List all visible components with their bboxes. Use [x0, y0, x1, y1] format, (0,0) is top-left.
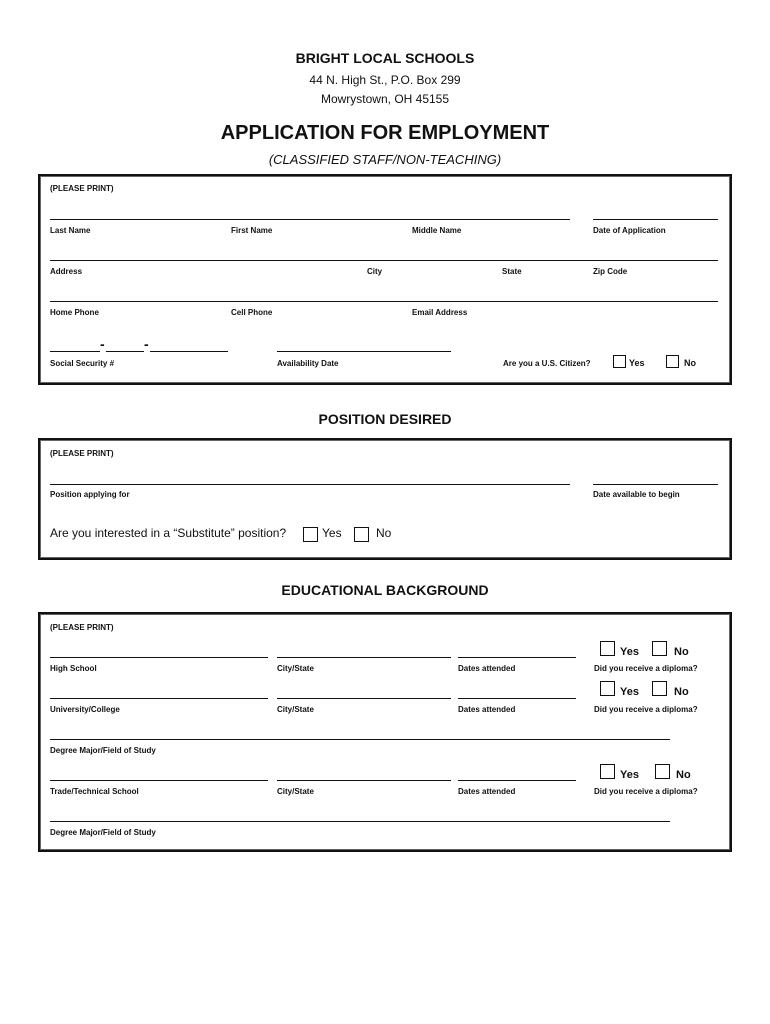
please-print-note: (PLEASE PRINT) [50, 184, 114, 193]
trade-school-line[interactable] [50, 780, 268, 781]
date-available-label: Date available to begin [593, 490, 680, 499]
address-label: Address [50, 267, 83, 276]
please-print-note: (PLEASE PRINT) [50, 623, 114, 632]
degree-major-line-2[interactable] [50, 821, 670, 822]
address-line-1: 44 N. High St., P.O. Box 299 [309, 73, 461, 87]
city-state-label: City/State [277, 787, 314, 796]
university-diploma-no-checkbox[interactable] [652, 681, 667, 696]
high-school-dates-line[interactable] [458, 657, 576, 658]
high-school-city-state-line[interactable] [277, 657, 451, 658]
position-applying-line[interactable] [50, 484, 570, 485]
diploma-question-label: Did you receive a diploma? [594, 787, 698, 796]
university-label: University/College [50, 705, 120, 714]
ssn-dash-1: - [100, 336, 105, 352]
citizen-no-label: No [684, 358, 696, 368]
position-desired-section [38, 438, 732, 560]
substitute-question: Are you interested in a “Substitute” position? [50, 526, 287, 540]
diploma-no-label: No [674, 646, 689, 658]
ssn-dash-2: - [144, 336, 149, 352]
diploma-no-label: No [674, 686, 689, 698]
organization-name: BRIGHT LOCAL SCHOOLS [295, 50, 475, 66]
position-desired-heading: POSITION DESIRED [318, 411, 452, 427]
educational-background-heading: EDUCATIONAL BACKGROUND [281, 582, 489, 598]
substitute-yes-checkbox[interactable] [303, 527, 318, 542]
first-name-label: First Name [231, 226, 273, 235]
citizen-question-label: Are you a U.S. Citizen? [503, 359, 591, 368]
please-print-note: (PLEASE PRINT) [50, 449, 114, 458]
high-school-line[interactable] [50, 657, 268, 658]
date-available-line[interactable] [593, 484, 718, 485]
trade-school-label: Trade/Technical School [50, 787, 139, 796]
high-school-label: High School [50, 664, 97, 673]
citizen-yes-checkbox[interactable] [613, 355, 626, 368]
substitute-yes-label: Yes [322, 526, 342, 540]
trade-school-city-state-line[interactable] [277, 780, 451, 781]
dates-attended-label: Dates attended [458, 705, 516, 714]
citizen-yes-label: Yes [629, 358, 645, 368]
availability-date-label: Availability Date [277, 359, 339, 368]
diploma-question-label: Did you receive a diploma? [594, 664, 698, 673]
phone-email-line[interactable] [50, 301, 718, 302]
ssn-part-1-line[interactable] [50, 351, 100, 352]
form-title: APPLICATION FOR EMPLOYMENT [220, 122, 550, 144]
high-school-diploma-no-checkbox[interactable] [652, 641, 667, 656]
cell-phone-label: Cell Phone [231, 308, 273, 317]
university-city-state-line[interactable] [277, 698, 451, 699]
city-state-label: City/State [277, 664, 314, 673]
high-school-diploma-yes-checkbox[interactable] [600, 641, 615, 656]
position-applying-label: Position applying for [50, 490, 130, 499]
email-address-label: Email Address [412, 308, 468, 317]
degree-major-label-2: Degree Major/Field of Study [50, 828, 156, 837]
city-label: City [367, 267, 383, 276]
ssn-part-3-line[interactable] [150, 351, 228, 352]
home-phone-label: Home Phone [50, 308, 99, 317]
diploma-yes-label: Yes [620, 686, 639, 698]
address-line[interactable] [50, 260, 718, 261]
date-of-application-label: Date of Application [593, 226, 666, 235]
last-first-middle-name-line[interactable] [50, 219, 570, 220]
degree-major-label-1: Degree Major/Field of Study [50, 746, 156, 755]
availability-date-line[interactable] [277, 351, 451, 352]
personal-info-section [38, 174, 732, 385]
dates-attended-label: Dates attended [458, 787, 516, 796]
dates-attended-label: Dates attended [458, 664, 516, 673]
last-name-label: Last Name [50, 226, 91, 235]
ssn-part-2-line[interactable] [106, 351, 144, 352]
date-of-application-line[interactable] [593, 219, 718, 220]
trade-school-dates-line[interactable] [458, 780, 576, 781]
substitute-no-checkbox[interactable] [354, 527, 369, 542]
substitute-no-label: No [376, 526, 392, 540]
university-diploma-yes-checkbox[interactable] [600, 681, 615, 696]
trade-diploma-no-checkbox[interactable] [655, 764, 670, 779]
citizen-no-checkbox[interactable] [666, 355, 679, 368]
city-state-label: City/State [277, 705, 314, 714]
degree-major-line-1[interactable] [50, 739, 670, 740]
diploma-yes-label: Yes [620, 769, 639, 781]
diploma-question-label: Did you receive a diploma? [594, 705, 698, 714]
university-line[interactable] [50, 698, 268, 699]
form-subtitle: (CLASSIFIED STAFF/NON-TEACHING) [268, 152, 502, 167]
university-dates-line[interactable] [458, 698, 576, 699]
diploma-yes-label: Yes [620, 646, 639, 658]
state-label: State [502, 267, 522, 276]
diploma-no-label: No [676, 769, 691, 781]
zip-code-label: Zip Code [593, 267, 628, 276]
middle-name-label: Middle Name [412, 226, 462, 235]
social-security-label: Social Security # [50, 359, 115, 368]
address-line-2: Mowrystown, OH 45155 [320, 92, 450, 106]
trade-diploma-yes-checkbox[interactable] [600, 764, 615, 779]
